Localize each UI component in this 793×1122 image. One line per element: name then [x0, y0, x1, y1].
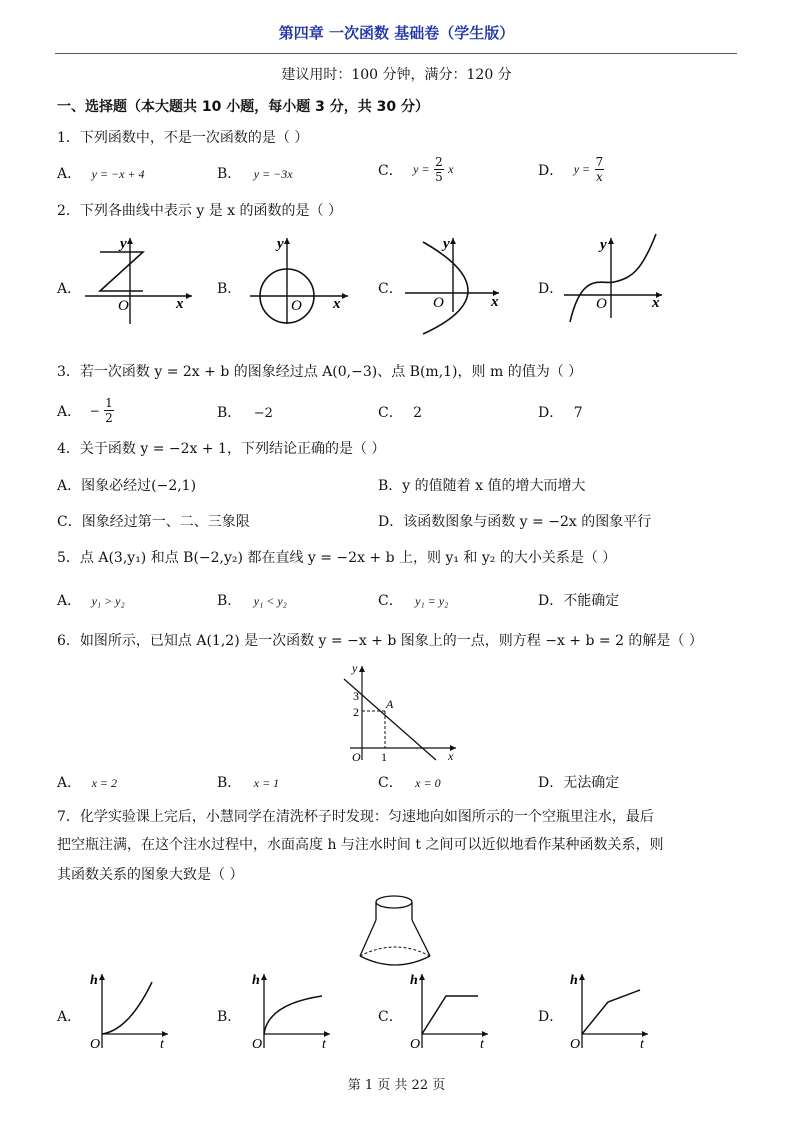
section-title: 一、选择题（本大题共 10 小题，每小题 3 分，共 30 分） — [57, 99, 429, 115]
option-expr: 7 — [573, 405, 583, 421]
q7-bottle-figure — [352, 890, 442, 970]
origin-label: O — [252, 1037, 263, 1052]
q5-option-d — [538, 590, 619, 610]
q7-option-d-label: D． — [538, 1009, 564, 1025]
origin-label: O — [433, 295, 444, 311]
origin-label: O — [118, 298, 129, 314]
t-axis-label: t — [640, 1037, 644, 1052]
q3-option-d — [538, 402, 583, 422]
option-expr: y = −3x — [253, 167, 293, 181]
y-axis-label: y — [600, 237, 607, 253]
q4-option-b — [378, 475, 585, 495]
q5-option-a — [57, 590, 125, 610]
q2-graph-c — [403, 232, 508, 337]
q7-graph-d — [564, 968, 654, 1054]
q7-option-a-label: A． — [57, 1009, 82, 1025]
option-text: 图象必经过(−2,1) — [81, 478, 197, 494]
t-axis-label: t — [160, 1037, 164, 1052]
option-text: 该函数图象与函数 y = −2x 的图象平行 — [403, 514, 652, 530]
option-label: C． — [378, 775, 403, 791]
tick-label-2: 2 — [353, 705, 359, 719]
option-label: C． — [57, 514, 82, 530]
q2-option-c-label: C． — [378, 281, 403, 297]
fraction — [595, 155, 605, 184]
x-axis-label: x — [652, 295, 660, 311]
q1-stem: 1．下列函数中，不是一次函数的是（ ） — [57, 130, 309, 146]
option-expr: y₁ = y₂ — [415, 594, 449, 608]
option-label: A． — [57, 166, 82, 182]
origin-label: O — [90, 1037, 101, 1052]
y-axis-label: y — [277, 236, 284, 252]
fraction — [434, 155, 444, 184]
option-label: B． — [217, 775, 242, 791]
h-axis-label: h — [570, 973, 578, 988]
fraction-numerator: 7 — [595, 155, 604, 169]
h-axis-label: h — [90, 973, 98, 988]
option-label: B． — [217, 593, 242, 609]
origin-label: O — [352, 750, 361, 764]
option-text: 图象经过第一、二、三象限 — [81, 514, 250, 530]
option-label: A． — [57, 478, 82, 494]
option-expr: y₁ > y₂ — [91, 594, 125, 608]
q6-option-a — [57, 772, 117, 792]
q4-option-d — [378, 511, 651, 531]
option-label: B． — [217, 405, 242, 421]
option-label: B． — [378, 478, 403, 494]
q1-option-a — [57, 163, 145, 183]
option-text: 不能确定 — [563, 593, 620, 609]
t-axis-label: t — [322, 1037, 326, 1052]
q7-graph-c — [404, 968, 494, 1054]
option-expr-right: x — [448, 162, 454, 176]
option-expr: −2 — [253, 406, 273, 421]
option-expr: 2 — [413, 405, 423, 421]
q4-option-a — [57, 475, 196, 495]
option-expr: x = 2 — [91, 776, 118, 790]
q4-stem: 4．关于函数 y = −2x + 1，下列结论正确的是（ ） — [57, 441, 386, 457]
q5-option-c — [378, 590, 448, 610]
q1-option-b — [217, 163, 293, 183]
y-axis-label: y — [120, 236, 127, 252]
q7-option-c-label: C． — [378, 1009, 403, 1025]
option-expr: x = 1 — [253, 776, 280, 790]
fraction-denominator: 2 — [105, 411, 113, 425]
q6-stem: 6．如图所示，已知点 A(1,2) 是一次函数 y = −x + b 图象上的一点，则方程 −x + b = 2 的解是（ ） — [57, 633, 703, 649]
option-label: C． — [378, 162, 403, 179]
q3-stem: 3．若一次函数 y = 2x + b 的图象经过点 A(0,−3)、点 B(m,1)，则 m 的值为（ ） — [57, 364, 583, 380]
q2-graph-a — [80, 232, 200, 327]
option-expr: y₁ < y₂ — [253, 594, 287, 608]
origin-label: O — [410, 1037, 421, 1052]
x-axis-label: x — [448, 749, 454, 763]
header-divider — [55, 53, 737, 54]
x-axis-label: x — [491, 294, 499, 310]
fraction-numerator: 1 — [105, 396, 113, 410]
option-label: B． — [217, 166, 242, 182]
h-axis-label: h — [410, 973, 418, 988]
option-label: A． — [57, 775, 82, 791]
q7-stem-line-1: 7．化学实验课上完后，小慧同学在清洗杯子时发现：匀速地向如图所示的一个空瓶里注水，最后 — [57, 809, 654, 825]
option-expr: x = 0 — [415, 776, 441, 790]
q6-option-b — [217, 772, 279, 792]
option-expr: y = −x + 4 — [91, 167, 145, 181]
option-label: D． — [538, 775, 564, 791]
option-label: A． — [57, 403, 82, 420]
fraction — [104, 396, 114, 425]
q6-option-d — [538, 772, 619, 792]
q5-stem: 5．点 A(3,y₁) 和点 B(−2,y₂) 都在直线 y = −2x + b 上，则 y₁ 和 y₂ 的大小关系是（ ） — [57, 550, 617, 566]
page-number: 第 1 页 共 22 页 — [347, 1078, 446, 1093]
option-label: C． — [378, 593, 403, 609]
q7-graph-b — [246, 968, 336, 1054]
tick-label-1: 1 — [381, 750, 387, 764]
option-label: A． — [57, 593, 82, 609]
x-axis-label: x — [333, 296, 341, 312]
time-score-info: 建议用时：100 分钟，满分：120 分 — [281, 67, 512, 83]
y-axis-label: y — [352, 661, 358, 675]
q3-option-b — [217, 402, 273, 422]
q6-option-c — [378, 772, 441, 792]
fraction-numerator: 2 — [435, 155, 443, 169]
option-text: y 的值随着 x 值的增大而增大 — [402, 478, 586, 494]
t-axis-label: t — [480, 1037, 484, 1052]
q7-option-b-label: B． — [217, 1009, 242, 1025]
page-title: 第四章 一次函数 基础卷（学生版） — [278, 24, 515, 42]
q7-stem-line-3: 其函数关系的图象大致是（ ） — [57, 867, 244, 883]
option-expr-left: y = — [413, 162, 430, 176]
q2-option-d-label: D． — [538, 281, 564, 297]
option-expr-left: − — [89, 403, 100, 418]
q2-option-a-label: A． — [57, 281, 82, 297]
point-label-a: A — [386, 697, 394, 711]
option-label: C． — [378, 405, 403, 421]
option-expr-left: y = — [573, 162, 591, 176]
q2-graph-b — [245, 232, 360, 327]
h-axis-label: h — [252, 973, 260, 988]
option-label: D． — [378, 514, 404, 530]
q7-stem-line-2: 把空瓶注满，在这个注水过程中，水面高度 h 与注水时间 t 之间可以近似地看作某种函数关系，则 — [57, 837, 664, 853]
origin-label: O — [291, 298, 302, 314]
option-label: D． — [538, 162, 564, 179]
q2-graph-d — [562, 230, 670, 328]
q4-option-c — [57, 511, 250, 531]
q1-option-c — [378, 155, 453, 184]
q3-option-c — [378, 402, 422, 422]
fraction-denominator: x — [596, 170, 603, 184]
option-text: 无法确定 — [563, 775, 620, 791]
option-label: D． — [538, 405, 564, 421]
tick-label-3: 3 — [353, 689, 359, 703]
origin-label: O — [570, 1037, 581, 1052]
q1-option-d — [538, 155, 604, 184]
q7-graph-a — [84, 968, 174, 1054]
y-axis-label: y — [443, 236, 450, 252]
x-axis-label: x — [176, 296, 184, 312]
q6-figure — [330, 660, 462, 766]
q3-option-a — [57, 396, 114, 425]
origin-label: O — [596, 296, 607, 312]
fraction-denominator: 5 — [435, 170, 443, 184]
q2-option-b-label: B． — [217, 281, 242, 297]
q2-stem: 2．下列各曲线中表示 y 是 x 的函数的是（ ） — [57, 203, 342, 219]
q5-option-b — [217, 590, 287, 610]
option-label: D． — [538, 593, 564, 609]
